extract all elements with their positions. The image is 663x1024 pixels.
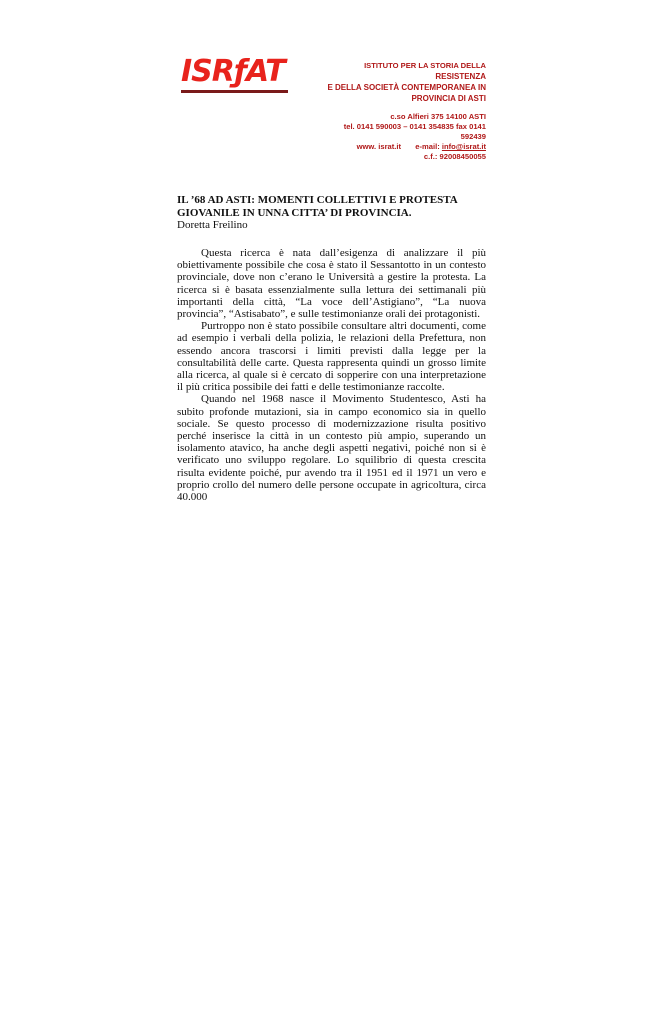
contact-block xyxy=(286,112,486,162)
article xyxy=(177,194,486,503)
institute-line3: E DELLA SOCIETÀ CONTEMPORANEA IN xyxy=(327,83,486,92)
logo-underline xyxy=(181,90,288,93)
email-link[interactable]: info@israt.it xyxy=(441,142,486,151)
institute-line1: ISTITUTO PER LA STORIA DELLA xyxy=(364,61,486,70)
article-title: IL ’68 AD ASTI: MOMENTI COLLETTIVI E PROTESTA GIOVANILE IN UNNA CITTA’ DI PROVINCIA. xyxy=(177,194,458,219)
address: c.so Alfieri 375 14100 ASTI xyxy=(390,112,486,121)
email-label: e-mail: xyxy=(415,142,440,151)
phone-line1: tel. 0141 590003 – 0141 354835 fax 0141 xyxy=(343,122,486,131)
institute-line2: RESISTENZA xyxy=(435,72,486,81)
web-email-line xyxy=(286,142,486,152)
paragraph: Questa ricerca è nata dall’esigenza di analizzare il più obiettivamente possibile che cosa è stato il Sessantotto in un contesto provinciale, dove non c’erano le Università a gestire la protesta. La ricerca si è basata essenzialmente sulla lettura dei settimanali più importanti della città, “La voce dell’Astigiano”, “La nuova provincia”, “Astisabato”, e sulle testimonianze orali dei protagonisti. xyxy=(177,247,486,321)
institute-name xyxy=(316,60,486,104)
paragraph: Quando nel 1968 nasce il Movimento Studentesco, Asti ha subito profonde mutazioni, sia in campo economico sia in quello sociale. Se questo processo di modernizzazione risulta positivo perché inserisce la città in un contesto più ampio, superando un isolamento atavico, ha anche degli aspetti negativi, poiché non si è verificato uno sviluppo regolare. Lo squilibrio di questa crescita risulta evidente poiché, pur avendo tra il 1951 ed il 1971 un vero e proprio crollo del numero delle persone occupate in agricoltura, circa 40.000 xyxy=(177,393,486,504)
phone-line2: 592439 xyxy=(460,132,486,141)
institute-line4: PROVINCIA DI ASTI xyxy=(411,94,486,103)
logo-text: ISRƒAT xyxy=(181,54,285,89)
paragraph: Purtroppo non è stato possibile consultare altri documenti, come ad esempio i verbali della polizia, le relazioni della Prefettura, non essendo ancora trascorsi i limiti previsti dalla legge per la consultabilità delle carte. Questa rappresenta quindi un grosso limite alla ricerca, al quale si è cercato di sopperire con una interpretazione il più critica possibile dei fatti e delle testimonianze raccolte. xyxy=(177,320,486,394)
article-author: Doretta Freilino xyxy=(177,219,248,231)
fiscal-code: c.f.: 92008450055 xyxy=(423,152,486,161)
website-link[interactable]: www. israt.it xyxy=(356,142,402,151)
